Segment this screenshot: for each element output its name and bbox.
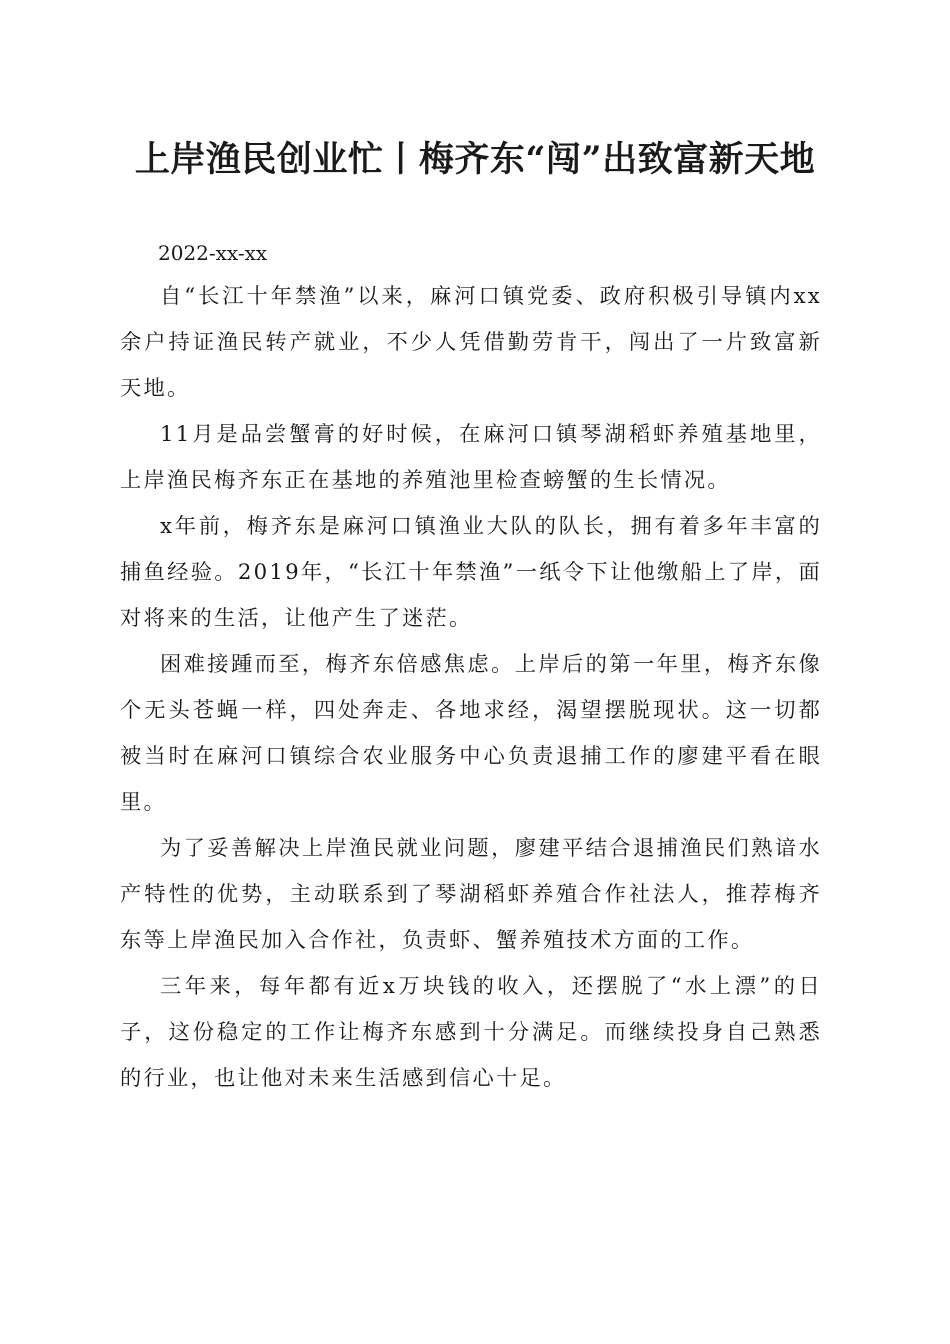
paragraph: 三年来，每年都有近x万块钱的收入，还摆脱了“水上漂”的日子，这份稳定的工作让梅齐东感到十分满足。而继续投身自己熟悉的行业，也让他对未来生活感到信心十足。 — [120, 974, 822, 1091]
paragraph: 11月是品尝蟹膏的好时候，在麻河口镇琴湖稻虾养殖基地里，上岸渔民梅齐东正在基地的养殖池里检查螃蟹的生长情况。 — [120, 422, 822, 493]
paragraph: 困难接踵而至，梅齐东倍感焦虑。上岸后的第一年里，梅齐东像个无头苍蝇一样，四处奔走、各地求经，渴望摆脱现状。这一切都被当时在麻河口镇综合农业服务中心负责退捕工作的廖建平看在眼里。 — [120, 652, 822, 815]
publish-date: 2022-xx-xx — [158, 241, 268, 265]
document-title: 上岸渔民创业忙丨梅齐东“闯”出致富新天地 — [134, 139, 816, 180]
paragraph: x年前，梅齐东是麻河口镇渔业大队的队长，拥有着多年丰富的捕鱼经验。2019年，“长江十年禁渔”一纸令下让他缴船上了岸，面对将来的生活，让他产生了迷茫。 — [120, 514, 822, 631]
paragraph: 自“长江十年禁渔”以来，麻河口镇党委、政府积极引导镇内xx余户持证渔民转产就业，不少人凭借勤劳肯干，闯出了一片致富新天地。 — [120, 284, 822, 401]
document-body — [120, 232, 822, 1102]
paragraph: 为了妥善解决上岸渔民就业问题，廖建平结合退捕渔民们熟谙水产特性的优势，主动联系到了琴湖稻虾养殖合作社法人，推荐梅齐东等上岸渔民加入合作社，负责虾、蟹养殖技术方面的工作。 — [120, 836, 822, 953]
